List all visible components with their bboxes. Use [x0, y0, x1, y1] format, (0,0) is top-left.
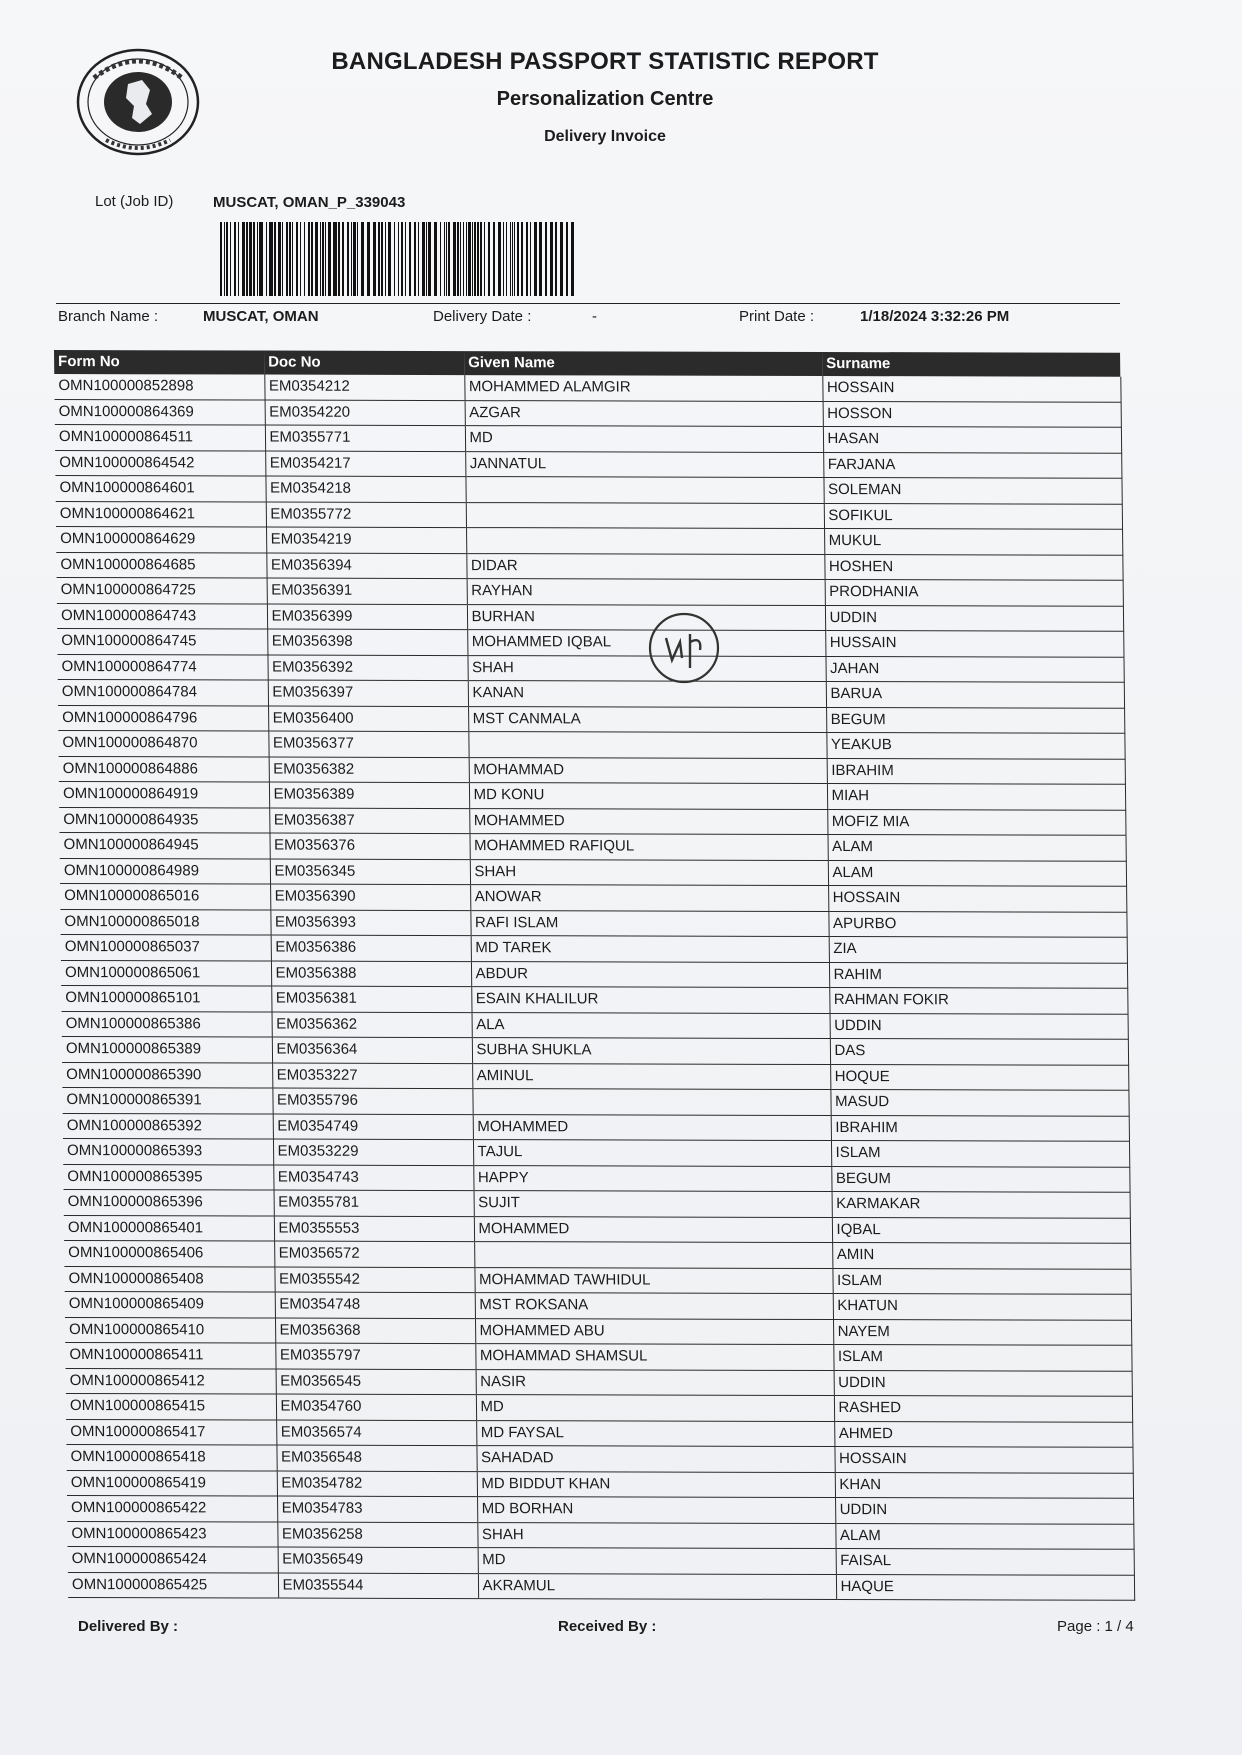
cell-form-no: OMN100000865395	[63, 1164, 273, 1190]
cell-surname: PRODHANIA	[825, 580, 1123, 606]
table-row	[55, 450, 1121, 478]
delivered-by-label: Delivered By :	[78, 1618, 179, 1635]
cell-given-name: SHAH	[477, 1522, 835, 1548]
column-header-given-name: Given Name	[464, 351, 822, 376]
cell-surname: JAHAN	[825, 656, 1123, 682]
cell-doc-no: EM0356258	[277, 1522, 477, 1548]
column-header-doc-no: Doc No	[264, 351, 464, 376]
cell-surname: UDDIN	[830, 1013, 1128, 1039]
cell-surname: IQBAL	[832, 1217, 1130, 1243]
cell-form-no: OMN100000864989	[60, 858, 270, 884]
cell-surname: HOSSAIN	[828, 886, 1126, 912]
table-row	[56, 526, 1122, 554]
delivery-table	[54, 350, 1135, 1601]
cell-doc-no: EM0356388	[271, 961, 471, 987]
cell-given-name: MD	[478, 1548, 836, 1574]
cell-doc-no: EM0355796	[272, 1088, 472, 1114]
cell-form-no: OMN100000865396	[64, 1189, 274, 1215]
table-row	[66, 1419, 1132, 1447]
cell-given-name	[465, 477, 823, 503]
cell-surname: SOFIKUL	[824, 503, 1122, 529]
cell-form-no: OMN100000865406	[64, 1240, 274, 1266]
cell-given-name: JANNATUL	[465, 451, 823, 477]
table-row	[59, 832, 1125, 860]
cell-given-name: RAYHAN	[467, 579, 825, 605]
table-body	[54, 374, 1134, 1600]
cell-surname: IBRAHIM	[827, 758, 1125, 784]
cell-given-name	[474, 1242, 832, 1268]
cell-doc-no: EM0356394	[266, 553, 466, 579]
cell-form-no: OMN100000864886	[59, 756, 269, 782]
cell-doc-no: EM0356381	[271, 986, 471, 1012]
table-row	[59, 781, 1125, 809]
cell-given-name: TAJUL	[473, 1140, 831, 1166]
cell-doc-no: EM0356574	[276, 1420, 476, 1446]
table-row	[63, 1113, 1129, 1141]
cell-doc-no: EM0355772	[266, 502, 466, 528]
cell-given-name: SHAH	[467, 655, 825, 681]
cell-doc-no: EM0356362	[272, 1012, 472, 1038]
cell-surname: HUSSAIN	[825, 631, 1123, 657]
cell-form-no: OMN100000865037	[61, 934, 271, 960]
received-by-label: Received By :	[558, 1618, 657, 1635]
cell-doc-no: EM0354782	[277, 1471, 477, 1497]
cell-given-name: MD KONU	[469, 783, 827, 809]
table-row	[64, 1266, 1130, 1294]
column-header-surname: Surname	[822, 352, 1120, 377]
delivery-date-value: -	[592, 308, 597, 325]
cell-form-no: OMN100000864919	[59, 781, 269, 807]
table-row	[57, 654, 1123, 682]
cell-given-name: MOHAMMED IQBAL	[467, 630, 825, 656]
cell-form-no: OMN100000865409	[65, 1291, 275, 1317]
cell-given-name: ESAIN KHALILUR	[471, 987, 829, 1013]
cell-given-name: MD BORHAN	[477, 1497, 835, 1523]
cell-surname: FAISAL	[836, 1549, 1134, 1575]
cell-given-name: SUJIT	[474, 1191, 832, 1217]
cell-doc-no: EM0355544	[278, 1573, 478, 1599]
document-type: Delivery Invoice	[544, 128, 666, 145]
cell-doc-no: EM0356345	[270, 859, 470, 885]
cell-surname: MUKUL	[824, 529, 1122, 555]
table-row	[65, 1317, 1131, 1345]
cell-form-no: OMN100000865419	[67, 1470, 277, 1496]
cell-doc-no: EM0353229	[273, 1139, 473, 1165]
cell-form-no: OMN100000864784	[58, 679, 268, 705]
cell-doc-no: EM0354749	[273, 1114, 473, 1140]
table-row	[58, 705, 1124, 733]
table-row	[62, 1036, 1128, 1064]
table-row	[68, 1572, 1134, 1600]
cell-given-name	[468, 732, 826, 758]
cell-form-no: OMN100000864542	[55, 450, 265, 476]
table-row	[59, 756, 1125, 784]
table-row	[55, 399, 1121, 427]
cell-given-name: MOHAMMAD SHAMSUL	[475, 1344, 833, 1370]
page-indicator: Page : 1 / 4	[1057, 1618, 1134, 1635]
cell-surname: AHMED	[834, 1421, 1132, 1447]
table-row	[57, 577, 1123, 605]
cell-surname: ALAM	[828, 860, 1126, 886]
cell-form-no: OMN100000865418	[66, 1444, 276, 1470]
cell-surname: BARUA	[826, 682, 1124, 708]
cell-given-name: MD FAYSAL	[476, 1420, 834, 1446]
table-row	[57, 628, 1123, 656]
cell-surname: IBRAHIM	[831, 1115, 1129, 1141]
table-row	[68, 1546, 1134, 1574]
table-row	[66, 1368, 1132, 1396]
cell-given-name: MOHAMMED	[473, 1114, 831, 1140]
cell-form-no: OMN100000865386	[61, 1011, 271, 1037]
cell-form-no: OMN100000865401	[64, 1215, 274, 1241]
cell-given-name: KANAN	[468, 681, 826, 707]
table-row	[60, 883, 1126, 911]
cell-given-name: MOHAMMED	[474, 1216, 832, 1242]
cell-given-name: MOHAMMAD TAWHIDUL	[474, 1267, 832, 1293]
cell-given-name: AKRAMUL	[478, 1573, 836, 1599]
cell-doc-no: EM0356391	[267, 578, 467, 604]
cell-given-name: SAHADAD	[476, 1446, 834, 1472]
cell-given-name: MOHAMMED ABU	[475, 1318, 833, 1344]
delivery-date-label: Delivery Date :	[433, 308, 532, 325]
table-row	[56, 501, 1122, 529]
cell-form-no: OMN100000865417	[66, 1419, 276, 1445]
cell-form-no: OMN100000865391	[62, 1087, 272, 1113]
cell-surname: UDDIN	[835, 1498, 1133, 1524]
cell-form-no: OMN100000864945	[59, 832, 269, 858]
cell-doc-no: EM0354748	[275, 1292, 475, 1318]
header-rule	[56, 303, 1120, 304]
cell-doc-no: EM0356548	[276, 1445, 476, 1471]
cell-form-no: OMN100000865018	[60, 909, 270, 935]
table-row	[64, 1240, 1130, 1268]
cell-given-name: MOHAMMED	[469, 808, 827, 834]
table-row	[58, 679, 1124, 707]
cell-given-name: MOHAMMED ALAMGIR	[464, 375, 822, 401]
cell-form-no: OMN100000865390	[62, 1062, 272, 1088]
cell-form-no: OMN100000864774	[57, 654, 267, 680]
cell-doc-no: EM0354220	[265, 400, 465, 426]
cell-given-name: MOHAMMED RAFIQUL	[469, 834, 827, 860]
cell-given-name	[472, 1089, 830, 1115]
cell-surname: HAQUE	[836, 1574, 1134, 1600]
cell-given-name: MD BIDDUT KHAN	[477, 1471, 835, 1497]
table-row	[55, 424, 1121, 452]
cell-form-no: OMN100000864629	[56, 526, 266, 552]
cell-form-no: OMN100000864725	[57, 577, 267, 603]
barcode-icon	[220, 222, 580, 296]
table-row	[55, 475, 1121, 503]
cell-surname: RAHMAN FOKIR	[829, 988, 1127, 1014]
cell-given-name	[466, 528, 824, 554]
cell-surname: MASUD	[830, 1090, 1128, 1116]
cell-given-name: ABDUR	[471, 961, 829, 987]
cell-form-no: OMN100000865408	[64, 1266, 274, 1292]
cell-given-name: ANOWAR	[470, 885, 828, 911]
cell-surname: KHATUN	[833, 1294, 1131, 1320]
cell-surname: SOLEMAN	[823, 478, 1121, 504]
cell-given-name: MD	[465, 426, 823, 452]
lot-value: MUSCAT, OMAN_P_339043	[213, 194, 406, 211]
cell-doc-no: EM0356397	[268, 680, 468, 706]
cell-surname: MOFIZ MIA	[827, 809, 1125, 835]
cell-surname: KHAN	[835, 1472, 1133, 1498]
cell-doc-no: EM0356399	[267, 604, 467, 630]
cell-given-name: MST ROKSANA	[475, 1293, 833, 1319]
cell-surname: NAYEM	[833, 1319, 1131, 1345]
cell-form-no: OMN100000865410	[65, 1317, 275, 1343]
table-row	[61, 934, 1127, 962]
cell-doc-no: EM0356549	[278, 1547, 478, 1573]
cell-form-no: OMN100000865412	[66, 1368, 276, 1394]
cell-surname: ISLAM	[833, 1345, 1131, 1371]
handwritten-stamp-icon	[644, 608, 724, 688]
cell-given-name: RAFI ISLAM	[470, 910, 828, 936]
table-row	[59, 807, 1125, 835]
cell-doc-no: EM0356387	[269, 808, 469, 834]
cell-given-name: MD TAREK	[471, 936, 829, 962]
cell-form-no: OMN100000864935	[59, 807, 269, 833]
cell-doc-no: EM0354217	[265, 451, 465, 477]
cell-given-name: ALA	[472, 1012, 830, 1038]
table-row	[63, 1138, 1129, 1166]
cell-surname: KARMAKAR	[832, 1192, 1130, 1218]
cell-doc-no: EM0356390	[270, 884, 470, 910]
cell-surname: HASAN	[823, 427, 1121, 453]
cell-doc-no: EM0355781	[274, 1190, 474, 1216]
cell-doc-no: EM0354212	[264, 375, 464, 401]
cell-given-name: MD	[476, 1395, 834, 1421]
cell-form-no: OMN100000864511	[55, 424, 265, 450]
cell-surname: BEGUM	[826, 707, 1124, 733]
cell-form-no: OMN100000864745	[57, 628, 267, 654]
cell-given-name: MST CANMALA	[468, 706, 826, 732]
table-row	[61, 1011, 1127, 1039]
lot-label: Lot (Job ID)	[95, 193, 174, 210]
cell-doc-no: EM0355797	[275, 1343, 475, 1369]
table-row	[56, 552, 1122, 580]
cell-given-name: HAPPY	[473, 1165, 831, 1191]
cell-surname: ALAM	[835, 1523, 1133, 1549]
table-row	[65, 1342, 1131, 1370]
cell-form-no: OMN100000865393	[63, 1138, 273, 1164]
cell-form-no: OMN100000865424	[68, 1546, 278, 1572]
cell-form-no: OMN100000865415	[66, 1393, 276, 1419]
cell-doc-no: EM0354760	[276, 1394, 476, 1420]
cell-given-name: SHAH	[470, 859, 828, 885]
cell-form-no: OMN100000865389	[62, 1036, 272, 1062]
cell-doc-no: EM0356368	[275, 1318, 475, 1344]
report-subtitle: Personalization Centre	[496, 88, 714, 110]
cell-form-no: OMN100000864601	[55, 475, 265, 501]
cell-doc-no: EM0356400	[268, 706, 468, 732]
cell-given-name: NASIR	[476, 1369, 834, 1395]
cell-doc-no: EM0355553	[274, 1216, 474, 1242]
cell-doc-no: EM0354783	[277, 1496, 477, 1522]
table-row	[66, 1393, 1132, 1421]
table-row	[63, 1164, 1129, 1192]
cell-surname: HOSHEN	[824, 554, 1122, 580]
cell-surname: MIAH	[827, 784, 1125, 810]
print-date-label: Print Date :	[739, 308, 815, 325]
cell-given-name	[466, 502, 824, 528]
cell-form-no: OMN100000865016	[60, 883, 270, 909]
cell-form-no: OMN100000865423	[67, 1521, 277, 1547]
cell-form-no: OMN100000864685	[56, 552, 266, 578]
table-row	[64, 1215, 1130, 1243]
cell-form-no: OMN100000864369	[55, 399, 265, 425]
cell-surname: RASHED	[834, 1396, 1132, 1422]
cell-surname: RAHIM	[829, 962, 1127, 988]
cell-surname: HOSSON	[823, 401, 1121, 427]
cell-doc-no: EM0354743	[273, 1165, 473, 1191]
cell-surname: HOSSAIN	[834, 1447, 1132, 1473]
cell-doc-no: EM0356545	[276, 1369, 476, 1395]
table-row	[65, 1291, 1131, 1319]
government-seal-icon	[76, 48, 200, 156]
table-row	[62, 1062, 1128, 1090]
cell-surname: DAS	[830, 1039, 1128, 1065]
table-row	[67, 1495, 1133, 1523]
column-header-form-no: Form No	[54, 350, 264, 375]
print-date-value: 1/18/2024 3:32:26 PM	[860, 308, 1010, 325]
cell-form-no: OMN100000865061	[61, 960, 271, 986]
table-row	[54, 374, 1120, 402]
cell-surname: YEAKUB	[826, 733, 1124, 759]
cell-form-no: OMN100000864621	[56, 501, 266, 527]
cell-doc-no: EM0354218	[265, 476, 465, 502]
cell-form-no: OMN100000864796	[58, 705, 268, 731]
cell-surname: BEGUM	[831, 1166, 1129, 1192]
cell-doc-no: EM0356398	[267, 629, 467, 655]
cell-doc-no: EM0356393	[270, 910, 470, 936]
table-row	[60, 909, 1126, 937]
cell-form-no: OMN100000865425	[68, 1572, 278, 1598]
cell-doc-no: EM0356376	[269, 833, 469, 859]
cell-doc-no: EM0355771	[265, 425, 465, 451]
cell-given-name: BURHAN	[467, 604, 825, 630]
cell-surname: FARJANA	[823, 452, 1121, 478]
table-row	[61, 985, 1127, 1013]
cell-given-name: MOHAMMAD	[469, 757, 827, 783]
cell-surname: ISLAM	[832, 1268, 1130, 1294]
cell-given-name: SUBHA SHUKLA	[472, 1038, 830, 1064]
table-header-row	[54, 350, 1120, 377]
cell-doc-no: EM0356364	[272, 1037, 472, 1063]
report-title: BANGLADESH PASSPORT STATISTIC REPORT	[331, 48, 879, 75]
table-row	[60, 858, 1126, 886]
cell-doc-no: EM0356382	[269, 757, 469, 783]
table-row	[67, 1521, 1133, 1549]
cell-doc-no: EM0356377	[268, 731, 468, 757]
cell-doc-no: EM0354219	[266, 527, 466, 553]
cell-form-no: OMN100000865392	[63, 1113, 273, 1139]
cell-doc-no: EM0356389	[269, 782, 469, 808]
branch-label: Branch Name :	[58, 308, 159, 325]
table-row	[61, 960, 1127, 988]
cell-form-no: OMN100000865411	[65, 1342, 275, 1368]
cell-doc-no: EM0356572	[274, 1241, 474, 1267]
cell-surname: ALAM	[827, 835, 1125, 861]
cell-surname: AMIN	[832, 1243, 1130, 1269]
cell-doc-no: EM0353227	[272, 1063, 472, 1089]
cell-surname: HOSSAIN	[822, 376, 1120, 402]
cell-form-no: OMN100000864743	[57, 603, 267, 629]
branch-value: MUSCAT, OMAN	[203, 308, 319, 325]
cell-given-name: AZGAR	[465, 400, 823, 426]
table-row	[64, 1189, 1130, 1217]
table-row	[66, 1444, 1132, 1472]
delivery-table-area	[54, 350, 1134, 1608]
cell-form-no: OMN100000865101	[61, 985, 271, 1011]
cell-surname: ISLAM	[831, 1141, 1129, 1167]
cell-form-no: OMN100000852898	[54, 374, 264, 400]
cell-doc-no: EM0356392	[267, 655, 467, 681]
table-row	[62, 1087, 1128, 1115]
cell-given-name: DIDAR	[466, 553, 824, 579]
cell-surname: HOQUE	[830, 1064, 1128, 1090]
cell-form-no: OMN100000864870	[58, 730, 268, 756]
cell-surname: APURBO	[828, 911, 1126, 937]
table-row	[67, 1470, 1133, 1498]
cell-form-no: OMN100000865422	[67, 1495, 277, 1521]
cell-doc-no: EM0356386	[271, 935, 471, 961]
table-row	[58, 730, 1124, 758]
cell-doc-no: EM0355542	[274, 1267, 474, 1293]
cell-given-name: AMINUL	[472, 1063, 830, 1089]
cell-surname: UDDIN	[834, 1370, 1132, 1396]
cell-surname: UDDIN	[825, 605, 1123, 631]
cell-surname: ZIA	[829, 937, 1127, 963]
table-row	[57, 603, 1123, 631]
